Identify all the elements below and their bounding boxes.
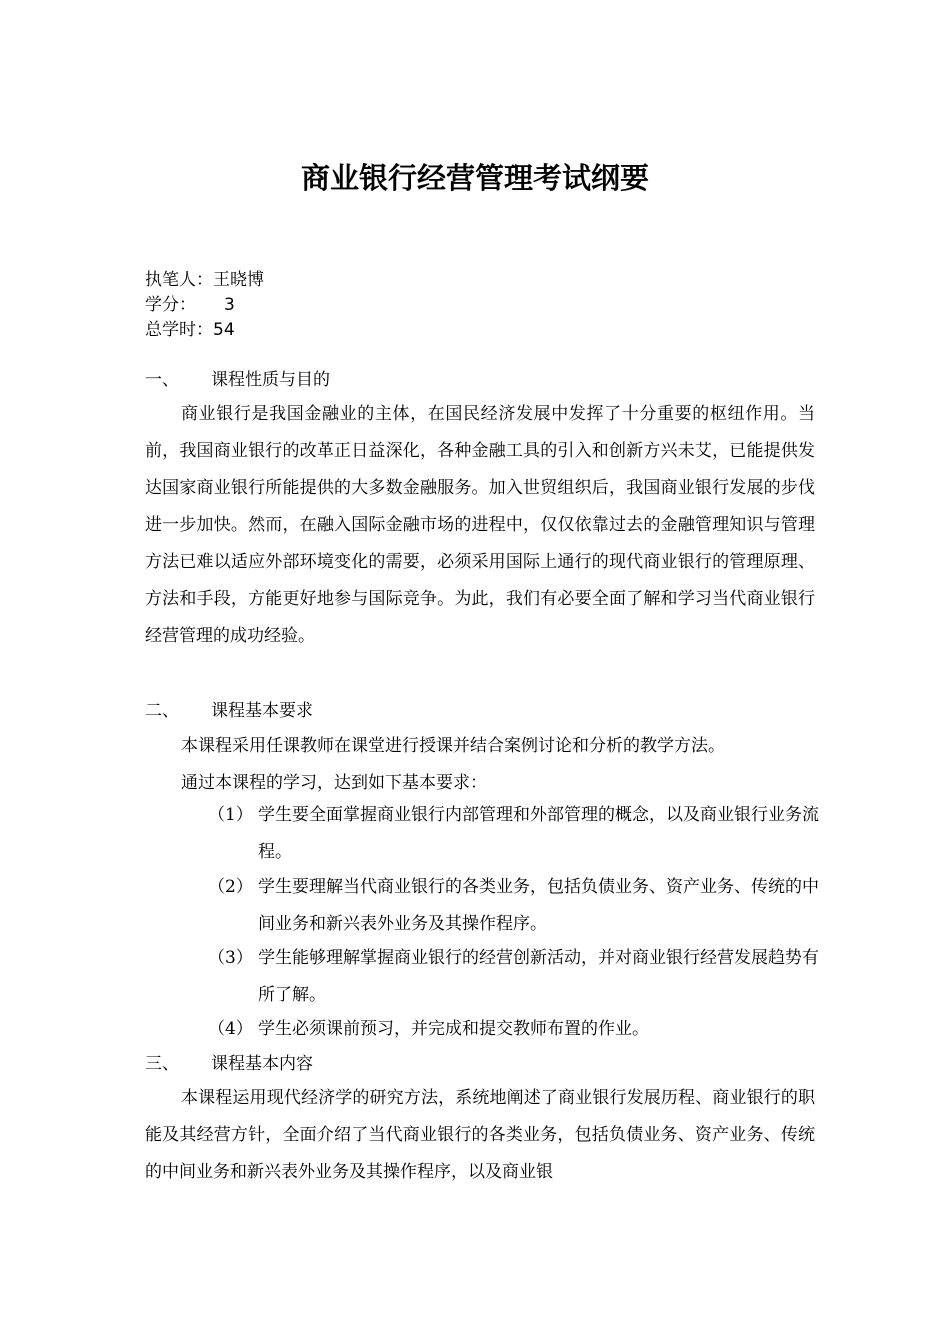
author-name: 王晓博 <box>213 270 264 290</box>
requirement-item-1 <box>208 797 828 871</box>
section-title: 课程基本内容 <box>211 1054 313 1074</box>
item-text: 学生要全面掌握商业银行内部管理和外部管理的概念，以及商业银行业务流程。 <box>258 805 819 862</box>
section-paragraph-1: 商业银行是我国金融业的主体，在国民经济发展中发挥了十分重要的枢纽作用。当前，我国商业银行的改革正日益深化，各种金融工具的引入和创新方兴未艾，已能提供发达国家商业银行所能提供的大多数金融服务。加入世贸组织后，我国商业银行发展的步伐进一步加快。然而，在融入国际金融市场的进程中，仅仅依靠过去的金融管理知识与管理方法已难以适应外部环境变化的需要，必须采用国际上通行的现代商业银行的管理原理、方法和手段，方能更好地参与国际竞争。为此，我们有必要全面了解和学习当代商业银行经营管理的成功经验。 <box>145 404 815 646</box>
item-marker: （1） <box>208 805 253 825</box>
credits-value: 3 <box>224 295 235 315</box>
author-line <box>145 268 264 292</box>
hours-label: 总学时： <box>145 320 213 340</box>
section-heading-2 <box>145 699 313 723</box>
credits-label: 学分： <box>145 295 196 315</box>
section-title: 课程基本要求 <box>211 701 313 721</box>
credits-line <box>145 293 235 317</box>
section-heading-3 <box>145 1052 313 1076</box>
section-number: 二、 <box>145 701 179 721</box>
requirement-item-2 <box>208 869 828 943</box>
hours-value: 54 <box>213 320 235 340</box>
section-title: 课程性质与目的 <box>211 370 330 390</box>
section-heading-1 <box>145 368 330 392</box>
document-title: 商业银行经营管理考试纲要 <box>300 161 649 195</box>
requirement-item-3 <box>208 940 828 1014</box>
item-marker: （3） <box>208 948 253 968</box>
item-text: 学生能够理解掌握商业银行的经营创新活动，并对商业银行经营发展趋势有所了解。 <box>258 948 819 1005</box>
section-number: 一、 <box>145 370 179 390</box>
requirement-item-4 <box>208 1011 828 1048</box>
item-text: 学生必须课前预习，并完成和提交教师布置的作业。 <box>258 1019 649 1039</box>
author-label: 执笔人： <box>145 270 213 290</box>
hours-line <box>145 318 235 342</box>
method-line: 本课程采用任课教师在课堂进行授课并结合案例讨论和分析的教学方法。 <box>181 736 725 756</box>
requirements-intro: 通过本课程的学习，达到如下基本要求： <box>181 773 487 793</box>
item-marker: （2） <box>208 877 253 897</box>
section-paragraph-3: 本课程运用现代经济学的研究方法，系统地阐述了商业银行发展历程、商业银行的职能及其经营方针，全面介绍了当代商业银行的各类业务，包括负债业务、资产业务、传统的中间业务和新兴表外业务及其操作程序，以及商业银 <box>145 1088 815 1182</box>
section-number: 三、 <box>145 1054 179 1074</box>
item-text: 学生要理解当代商业银行的各类业务，包括负债业务、资产业务、传统的中间业务和新兴表外业务及其操作程序。 <box>258 877 819 934</box>
item-marker: （4） <box>208 1019 253 1039</box>
